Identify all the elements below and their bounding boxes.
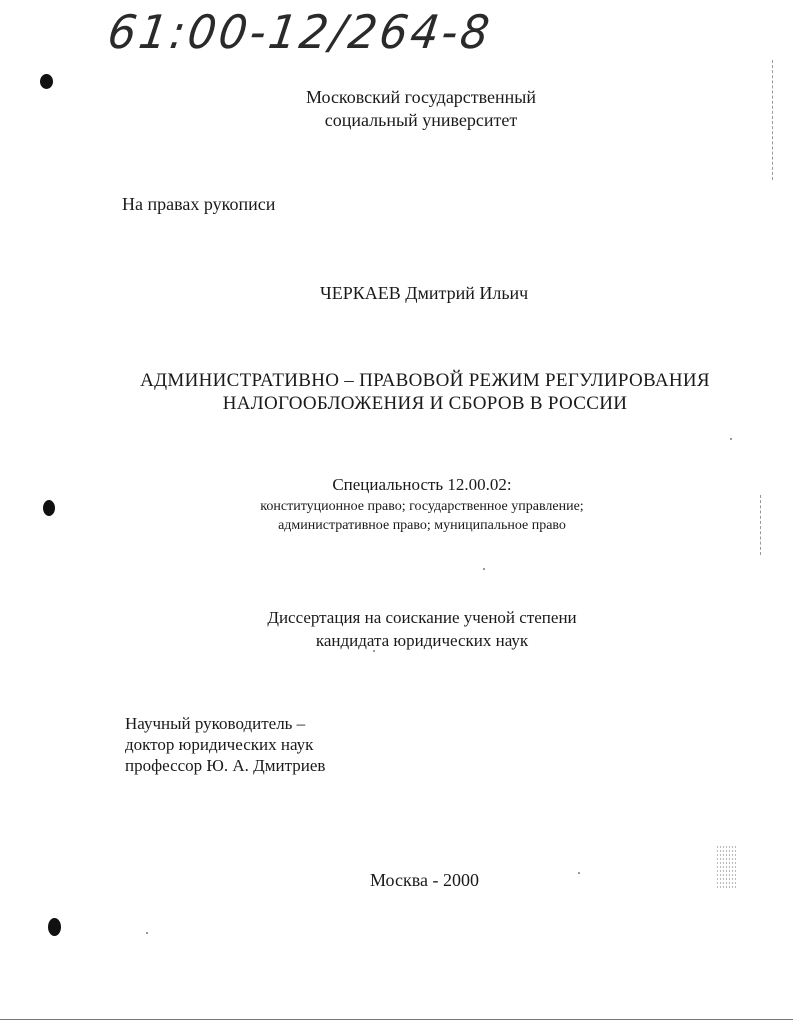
dissertation-title — [140, 369, 710, 415]
punch-hole-middle — [43, 500, 55, 516]
punch-hole-bottom — [48, 918, 61, 936]
scan-speck — [373, 650, 375, 652]
scan-edge-artifact-upper — [772, 60, 773, 180]
manuscript-note: На правах рукописи — [122, 194, 276, 214]
university-name — [221, 86, 621, 132]
advisor-line-3: профессор Ю. А. Дмитриев — [125, 756, 326, 775]
scan-speck — [483, 568, 485, 570]
scan-speck — [578, 872, 580, 874]
scan-speck — [730, 438, 732, 440]
specialty-line-2: административное право; муниципальное право — [278, 518, 566, 533]
title-line-1: АДМИНИСТРАТИВНО – ПРАВОВОЙ РЕЖИМ РЕГУЛИРОВАНИЯ — [140, 370, 710, 391]
degree-line-2: кандидата юридических наук — [315, 631, 529, 650]
title-line-2: НАЛОГООБЛОЖЕНИЯ И СБОРОВ В РОССИИ — [222, 393, 628, 414]
city-and-year: Москва - 2000 — [370, 870, 479, 890]
university-line-1: Московский государственный — [305, 87, 537, 107]
scientific-advisor — [125, 713, 385, 776]
degree-line-1: Диссертация на соискание ученой степени — [267, 608, 577, 627]
archive-handwritten-mark: 61:00-12/264-8 — [104, 6, 496, 60]
advisor-line-2: доктор юридических наук — [125, 735, 314, 754]
specialty-description — [222, 497, 622, 535]
scan-speck — [146, 932, 148, 934]
punch-hole-top — [40, 74, 53, 89]
author-name: ЧЕРКАЕВ Дмитрий Ильич — [320, 283, 529, 303]
scan-edge-artifact-middle — [760, 495, 761, 555]
advisor-line-1: Научный руководитель – — [125, 714, 306, 733]
specialty-line-1: конституционное право; государственное управление; — [260, 499, 584, 514]
degree-statement — [222, 606, 622, 652]
scan-noise-patch — [716, 845, 736, 890]
specialty-code: Специальность 12.00.02: — [332, 475, 512, 494]
scan-bottom-edge — [0, 1019, 793, 1020]
university-line-2: социальный университет — [324, 110, 518, 130]
